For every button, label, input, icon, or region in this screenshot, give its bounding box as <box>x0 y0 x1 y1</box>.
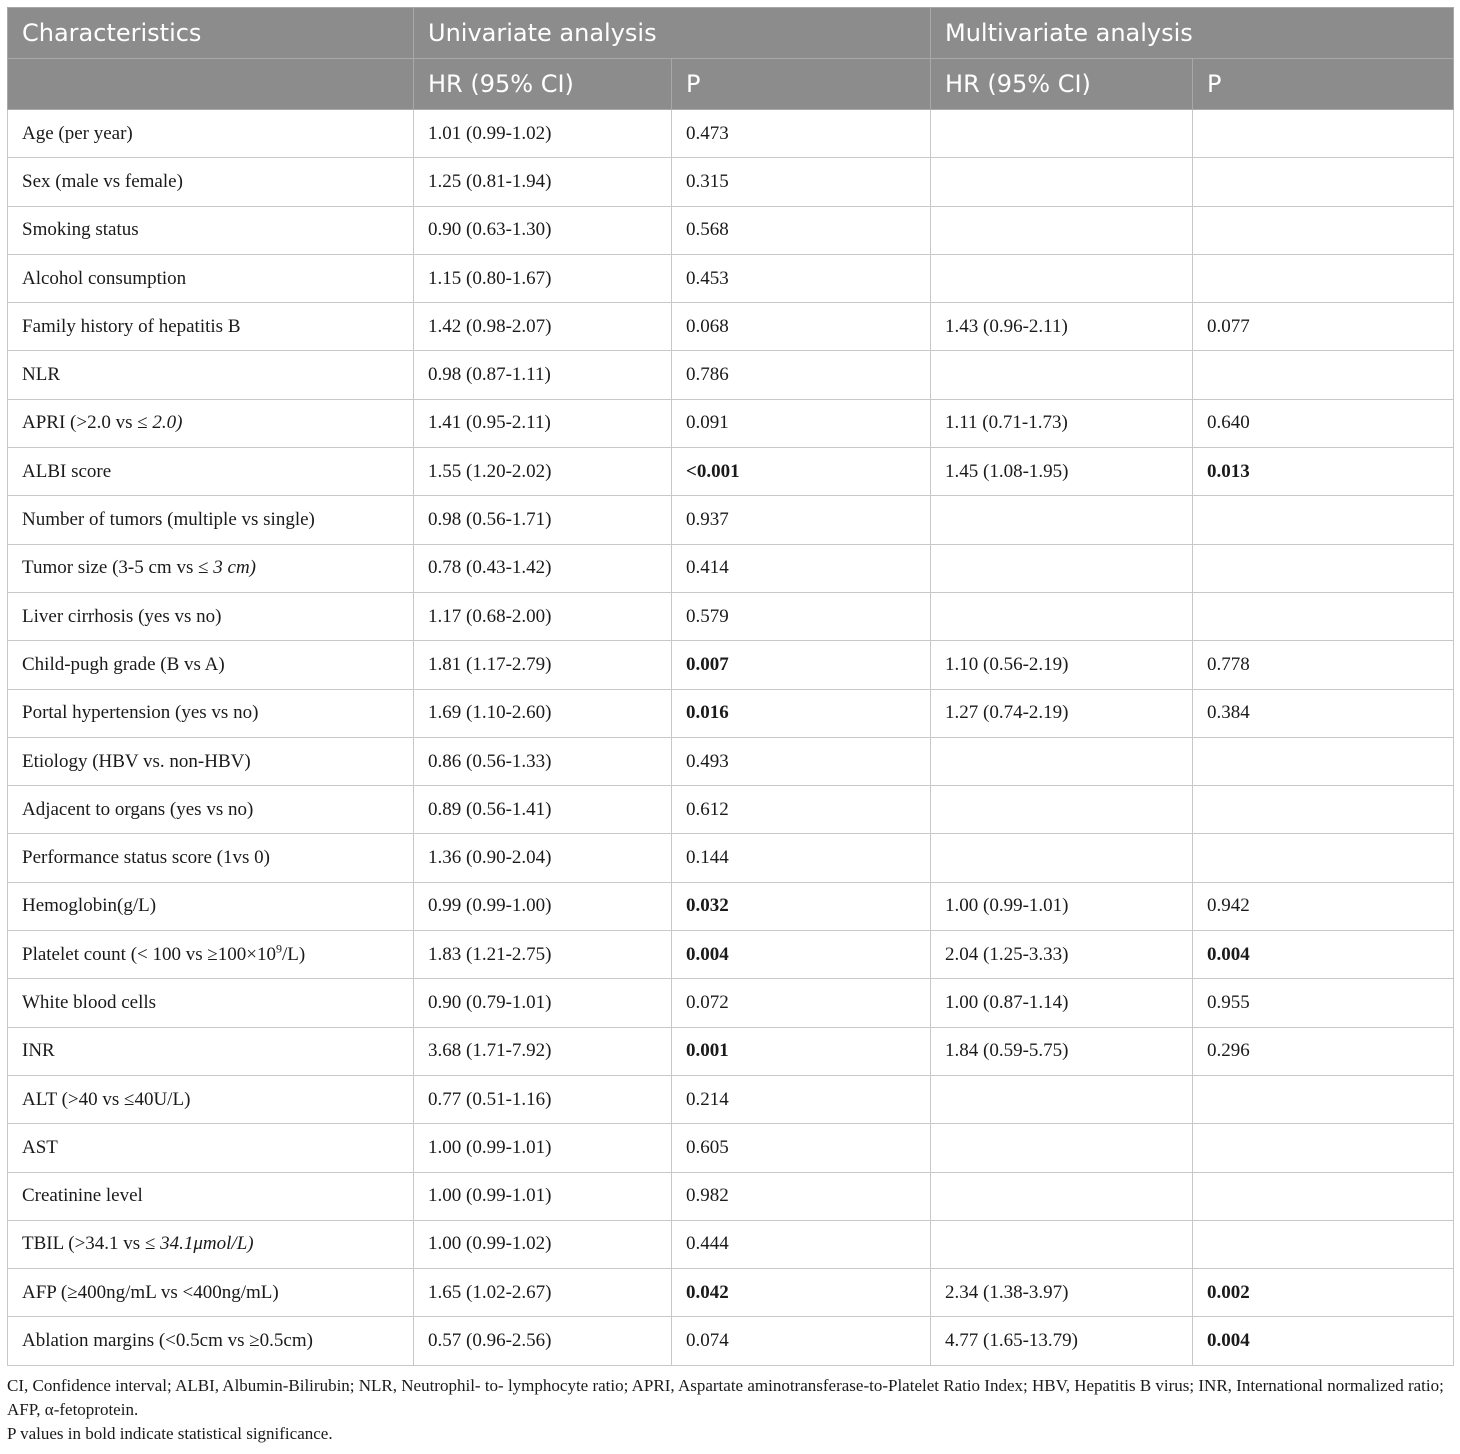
cell-characteristic: Liver cirrhosis (yes vs no) <box>8 592 414 640</box>
cell-characteristic: AST <box>8 1124 414 1172</box>
cell-multivariate-p <box>1193 158 1454 206</box>
cell-multivariate-hr <box>931 834 1193 882</box>
cell-univariate-hr: 1.00 (0.99-1.02) <box>414 1220 672 1268</box>
table-row <box>8 931 1454 979</box>
cell-multivariate-p: 0.013 <box>1193 448 1454 496</box>
cell-multivariate-hr <box>931 1172 1193 1220</box>
cell-multivariate-p: 0.004 <box>1193 931 1454 979</box>
cell-multivariate-hr <box>931 786 1193 834</box>
results-table-container <box>7 7 1453 1446</box>
cell-univariate-p: 0.937 <box>672 496 931 544</box>
cell-multivariate-p <box>1193 1124 1454 1172</box>
cell-multivariate-p: 0.942 <box>1193 882 1454 930</box>
characteristic-superscript: 9 <box>276 941 283 956</box>
cell-univariate-hr: 1.15 (0.80-1.67) <box>414 254 672 302</box>
table-header <box>8 8 1454 110</box>
characteristic-text: Tumor size (3-5 cm vs ≤ <box>22 557 214 579</box>
cell-univariate-hr: 1.41 (0.95-2.11) <box>414 399 672 447</box>
cell-characteristic: Smoking status <box>8 206 414 254</box>
cell-univariate-p: 0.612 <box>672 786 931 834</box>
cell-characteristic: White blood cells <box>8 979 414 1027</box>
cell-multivariate-hr <box>931 1075 1193 1123</box>
header-univariate: Univariate analysis <box>414 8 931 59</box>
cell-characteristic: AFP (≥400ng/mL vs <400ng/mL) <box>8 1269 414 1317</box>
characteristic-text: Platelet count (< 100 vs ≥100×10 <box>22 943 277 965</box>
characteristic-threshold: 2.0) <box>152 412 183 434</box>
cell-univariate-p: 0.605 <box>672 1124 931 1172</box>
cell-multivariate-hr <box>931 496 1193 544</box>
cell-univariate-p: 0.579 <box>672 592 931 640</box>
cell-multivariate-hr <box>931 544 1193 592</box>
cell-univariate-p: 0.414 <box>672 544 931 592</box>
cell-univariate-p: 0.001 <box>672 1027 931 1075</box>
cell-univariate-p: 0.493 <box>672 737 931 785</box>
cell-univariate-p: 0.007 <box>672 641 931 689</box>
cell-univariate-hr: 1.00 (0.99-1.01) <box>414 1172 672 1220</box>
cell-univariate-hr: 1.55 (1.20-2.02) <box>414 448 672 496</box>
table-row <box>8 110 1454 158</box>
table-row <box>8 1172 1454 1220</box>
cell-univariate-hr: 0.98 (0.56-1.71) <box>414 496 672 544</box>
cell-multivariate-p: 0.296 <box>1193 1027 1454 1075</box>
characteristic-threshold: 3 cm) <box>213 557 257 579</box>
cell-multivariate-hr <box>931 254 1193 302</box>
header-multivariate-p: P <box>1193 59 1454 110</box>
table-footnotes <box>7 1374 1453 1446</box>
cell-characteristic: Age (per year) <box>8 110 414 158</box>
cell-univariate-hr: 0.77 (0.51-1.16) <box>414 1075 672 1123</box>
cell-multivariate-hr <box>931 592 1193 640</box>
header-multivariate-hr: HR (95% CI) <box>931 59 1193 110</box>
cell-characteristic: INR <box>8 1027 414 1075</box>
cell-multivariate-p <box>1193 1172 1454 1220</box>
cell-univariate-hr: 1.69 (1.10-2.60) <box>414 689 672 737</box>
cell-univariate-hr: 0.90 (0.63-1.30) <box>414 206 672 254</box>
cell-univariate-hr: 0.78 (0.43-1.42) <box>414 544 672 592</box>
cell-univariate-p: <0.001 <box>672 448 931 496</box>
cell-univariate-hr: 0.89 (0.56-1.41) <box>414 786 672 834</box>
cell-multivariate-hr: 4.77 (1.65-13.79) <box>931 1317 1193 1365</box>
cell-univariate-p: 0.074 <box>672 1317 931 1365</box>
characteristic-text: APRI (>2.0 vs ≤ <box>22 412 153 434</box>
cell-multivariate-hr <box>931 737 1193 785</box>
cell-multivariate-hr: 1.11 (0.71-1.73) <box>931 399 1193 447</box>
header-univariate-p: P <box>672 59 931 110</box>
cell-univariate-hr: 0.98 (0.87-1.11) <box>414 351 672 399</box>
table-row <box>8 303 1454 351</box>
cell-univariate-hr: 0.86 (0.56-1.33) <box>414 737 672 785</box>
cell-characteristic: Ablation margins (<0.5cm vs ≥0.5cm) <box>8 1317 414 1365</box>
cell-univariate-p: 0.072 <box>672 979 931 1027</box>
table-row <box>8 834 1454 882</box>
cell-univariate-hr: 1.25 (0.81-1.94) <box>414 158 672 206</box>
cox-regression-table <box>7 7 1454 1366</box>
cell-characteristic <box>8 544 414 592</box>
header-multivariate: Multivariate analysis <box>931 8 1454 59</box>
table-row <box>8 1269 1454 1317</box>
header-univariate-hr: HR (95% CI) <box>414 59 672 110</box>
cell-univariate-hr: 0.57 (0.96-2.56) <box>414 1317 672 1365</box>
cell-univariate-hr: 1.42 (0.98-2.07) <box>414 303 672 351</box>
cell-univariate-p: 0.444 <box>672 1220 931 1268</box>
footnote-significance: P values in bold indicate statistical significance. <box>7 1423 333 1443</box>
cell-multivariate-hr: 1.45 (1.08-1.95) <box>931 448 1193 496</box>
cell-univariate-p: 0.144 <box>672 834 931 882</box>
table-row <box>8 254 1454 302</box>
table-row <box>8 882 1454 930</box>
cell-univariate-hr: 1.81 (1.17-2.79) <box>414 641 672 689</box>
cell-characteristic: Child-pugh grade (B vs A) <box>8 641 414 689</box>
table-row <box>8 1124 1454 1172</box>
cell-univariate-p: 0.042 <box>672 1269 931 1317</box>
header-empty <box>8 59 414 110</box>
cell-characteristic <box>8 399 414 447</box>
cell-multivariate-hr <box>931 1220 1193 1268</box>
cell-multivariate-hr: 2.04 (1.25-3.33) <box>931 931 1193 979</box>
cell-characteristic: Hemoglobin(g/L) <box>8 882 414 930</box>
table-row <box>8 1317 1454 1365</box>
cell-characteristic <box>8 1220 414 1268</box>
cell-multivariate-p <box>1193 496 1454 544</box>
table-row <box>8 1027 1454 1075</box>
table-row <box>8 158 1454 206</box>
cell-characteristic: Creatinine level <box>8 1172 414 1220</box>
table-row <box>8 689 1454 737</box>
cell-characteristic <box>8 931 414 979</box>
table-row <box>8 448 1454 496</box>
cell-univariate-hr: 1.83 (1.21-2.75) <box>414 931 672 979</box>
table-row <box>8 979 1454 1027</box>
cell-univariate-p: 0.032 <box>672 882 931 930</box>
cell-multivariate-hr: 1.43 (0.96-2.11) <box>931 303 1193 351</box>
cell-characteristic: Portal hypertension (yes vs no) <box>8 689 414 737</box>
table-row <box>8 206 1454 254</box>
cell-characteristic: ALT (>40 vs ≤40U/L) <box>8 1075 414 1123</box>
table-row <box>8 1075 1454 1123</box>
cell-characteristic: Number of tumors (multiple vs single) <box>8 496 414 544</box>
cell-univariate-hr: 1.00 (0.99-1.01) <box>414 1124 672 1172</box>
cell-multivariate-hr <box>931 158 1193 206</box>
cell-multivariate-p <box>1193 786 1454 834</box>
cell-multivariate-hr: 1.00 (0.87-1.14) <box>931 979 1193 1027</box>
cell-multivariate-hr <box>931 206 1193 254</box>
cell-univariate-p: 0.068 <box>672 303 931 351</box>
cell-univariate-p: 0.473 <box>672 110 931 158</box>
table-row <box>8 496 1454 544</box>
cell-multivariate-p <box>1193 592 1454 640</box>
table-row <box>8 737 1454 785</box>
cell-characteristic: Sex (male vs female) <box>8 158 414 206</box>
cell-multivariate-hr: 1.27 (0.74-2.19) <box>931 689 1193 737</box>
table-row <box>8 641 1454 689</box>
cell-univariate-p: 0.315 <box>672 158 931 206</box>
cell-univariate-p: 0.004 <box>672 931 931 979</box>
cell-univariate-p: 0.091 <box>672 399 931 447</box>
cell-multivariate-p <box>1193 351 1454 399</box>
cell-multivariate-p: 0.384 <box>1193 689 1454 737</box>
cell-univariate-p: 0.982 <box>672 1172 931 1220</box>
cell-characteristic: Etiology (HBV vs. non-HBV) <box>8 737 414 785</box>
cell-univariate-hr: 0.90 (0.79-1.01) <box>414 979 672 1027</box>
cell-univariate-p: 0.016 <box>672 689 931 737</box>
header-characteristics: Characteristics <box>8 8 414 59</box>
cell-univariate-hr: 1.17 (0.68-2.00) <box>414 592 672 640</box>
cell-univariate-hr: 1.36 (0.90-2.04) <box>414 834 672 882</box>
cell-multivariate-p: 0.002 <box>1193 1269 1454 1317</box>
cell-characteristic: Performance status score (1vs 0) <box>8 834 414 882</box>
cell-multivariate-hr <box>931 1124 1193 1172</box>
cell-characteristic: Family history of hepatitis B <box>8 303 414 351</box>
cell-univariate-p: 0.568 <box>672 206 931 254</box>
characteristic-threshold: 34.1μmol/L) <box>160 1233 254 1255</box>
table-row <box>8 399 1454 447</box>
cell-multivariate-p: 0.778 <box>1193 641 1454 689</box>
cell-characteristic: Adjacent to organs (yes vs no) <box>8 786 414 834</box>
cell-multivariate-p <box>1193 544 1454 592</box>
table-body <box>8 110 1454 1366</box>
cell-multivariate-hr <box>931 351 1193 399</box>
cell-univariate-p: 0.214 <box>672 1075 931 1123</box>
cell-multivariate-p <box>1193 110 1454 158</box>
cell-multivariate-p: 0.077 <box>1193 303 1454 351</box>
cell-multivariate-p <box>1193 834 1454 882</box>
footnote-abbreviations: CI, Confidence interval; ALBI, Albumin-Bilirubin; NLR, Neutrophil- to- lymphocyte ratio; APRI, Aspartate aminotransferase-to-Platelet Ratio Index; HBV, Hepatitis B virus; INR, International normalized ratio; AFP, α-fetoprotein. <box>7 1375 1444 1419</box>
cell-univariate-hr: 1.01 (0.99-1.02) <box>414 110 672 158</box>
cell-univariate-hr: 3.68 (1.71-7.92) <box>414 1027 672 1075</box>
cell-multivariate-p <box>1193 737 1454 785</box>
characteristic-unit: /L) <box>282 943 306 965</box>
cell-multivariate-p <box>1193 254 1454 302</box>
cell-univariate-hr: 1.65 (1.02-2.67) <box>414 1269 672 1317</box>
cell-univariate-p: 0.453 <box>672 254 931 302</box>
characteristic-text: TBIL (>34.1 vs ≤ <box>22 1233 161 1255</box>
cell-multivariate-p <box>1193 206 1454 254</box>
cell-multivariate-p: 0.640 <box>1193 399 1454 447</box>
cell-characteristic: Alcohol consumption <box>8 254 414 302</box>
table-row <box>8 544 1454 592</box>
cell-multivariate-hr: 1.84 (0.59-5.75) <box>931 1027 1193 1075</box>
cell-multivariate-p <box>1193 1220 1454 1268</box>
cell-multivariate-hr: 1.00 (0.99-1.01) <box>931 882 1193 930</box>
cell-univariate-hr: 0.99 (0.99-1.00) <box>414 882 672 930</box>
table-row <box>8 351 1454 399</box>
table-row <box>8 1220 1454 1268</box>
cell-characteristic: NLR <box>8 351 414 399</box>
cell-multivariate-hr: 2.34 (1.38-3.97) <box>931 1269 1193 1317</box>
table-row <box>8 592 1454 640</box>
table-row <box>8 786 1454 834</box>
cell-univariate-p: 0.786 <box>672 351 931 399</box>
cell-multivariate-p: 0.004 <box>1193 1317 1454 1365</box>
cell-characteristic: ALBI score <box>8 448 414 496</box>
cell-multivariate-hr <box>931 110 1193 158</box>
cell-multivariate-p <box>1193 1075 1454 1123</box>
cell-multivariate-hr: 1.10 (0.56-2.19) <box>931 641 1193 689</box>
cell-multivariate-p: 0.955 <box>1193 979 1454 1027</box>
